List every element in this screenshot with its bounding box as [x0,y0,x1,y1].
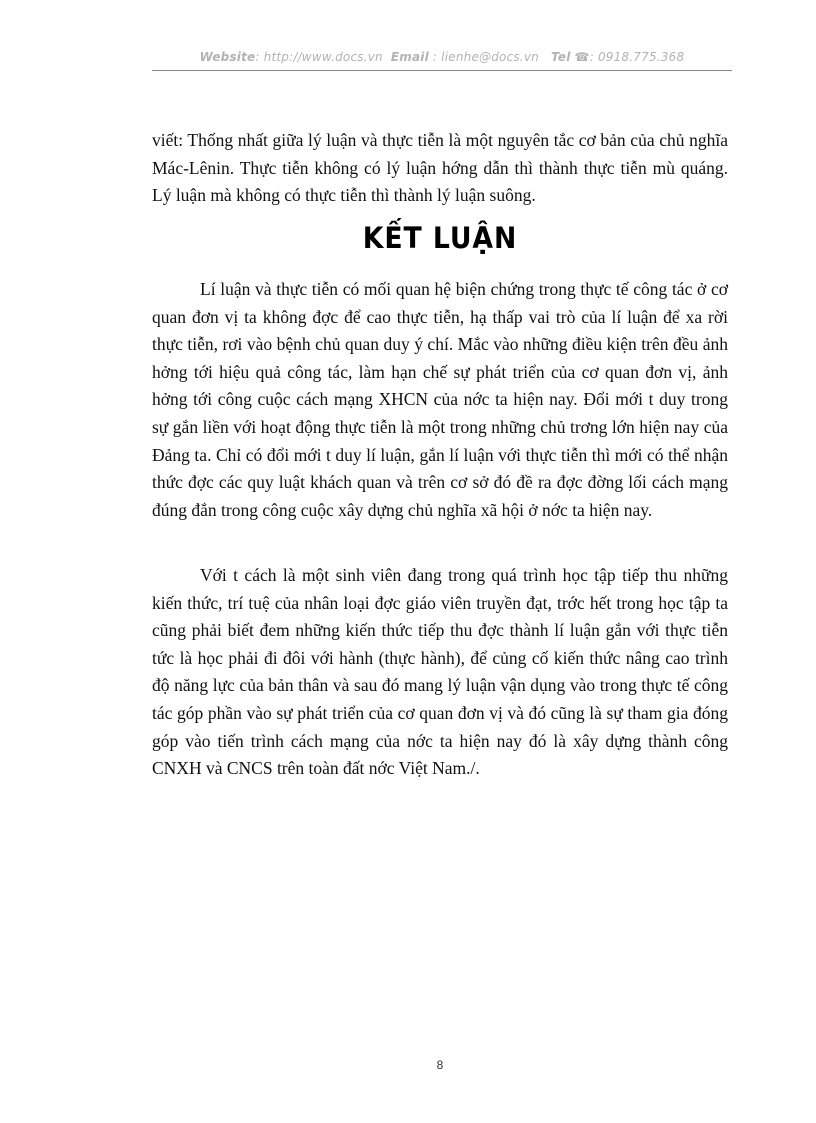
conclusion-paragraph-2-text: Với t cách là một sinh viên đang trong quá trình học tập tiếp thu những kiến thức, trí tuệ của nhân loại đợc giáo viên truyền đạt, trớc hết trong học tập ta cũng phải biết đem những kiến thức tiếp thu đợc thành lí luận gắn với thực tiễn tức là học phải đi đôi với hành (thực hành), để củng cố kiến thức nâng cao trình độ năng lực của bản thân và sau đó mang lý luận vận dụng vào trong thực tế công tác góp phần vào sự phát triển của cơ quan đơn vị và đó cũng là sự tham gia đóng góp vào tiến trình cách mạng của nớc ta hiện nay đó là xây dựng thành công CNXH và CNCS trên toàn đất nớc Việt Nam./. [152,565,728,779]
page-header [152,50,732,64]
email-label: Email [390,50,429,64]
website-value: : http://www.docs.vn [255,50,383,64]
email-value: : lienhe@docs.vn [432,50,539,64]
conclusion-paragraph-2 [152,562,728,783]
intro-paragraph-text: viết: Thống nhất giữa lý luận và thực tiễn là một nguyên tắc cơ bản của chủ nghĩa Mác-Lênin. Thực tiễn không có lý luận hớng dẫn thì thành thực tiễn mù quáng. Lý luận mà không có thực tiễn thì thành lý luận suông. [152,130,728,206]
header-divider [152,70,732,71]
page-number: 8 [436,1058,444,1072]
tel-value: : 0918.775.368 [589,50,685,64]
conclusion-paragraph-1 [152,276,728,524]
phone-icon: ☎ [574,50,590,64]
intro-paragraph [152,127,728,210]
tel-label: Tel [551,50,571,64]
conclusion-paragraph-1-text: Lí luận và thực tiễn có mối quan hệ biện chứng trong thực tế công tác ở cơ quan đơn vị ta không đợc để cao thực tiễn, hạ thấp vai trò của lí luận để xa rời thực tiễn, rơi vào bệnh chủ quan duy ý chí. Mắc vào những điều kiện trên đều ảnh hởng tới hiệu quả công tác, làm hạn chế sự phát triển của cơ quan đơn vị, ảnh hởng tới công cuộc cách mạng XHCN của nớc ta hiện nay. Đổi mới t duy trong sự gắn liền với hoạt động thực tiễn là một trong những chủ trơng lớn hiện nay của Đảng ta. Chỉ có đổi mới t duy lí luận, gắn lí luận với thực tiễn thì mới có thể nhận thức đợc các quy luật khách quan và trên cơ sở đó đề ra đợc đờng lối cách mạng đúng đắn trong công cuộc xây dựng chủ nghĩa xã hội ở nớc ta hiện nay. [152,279,728,520]
section-title: KẾT LUẬN [362,221,518,255]
website-label: Website [199,50,256,64]
